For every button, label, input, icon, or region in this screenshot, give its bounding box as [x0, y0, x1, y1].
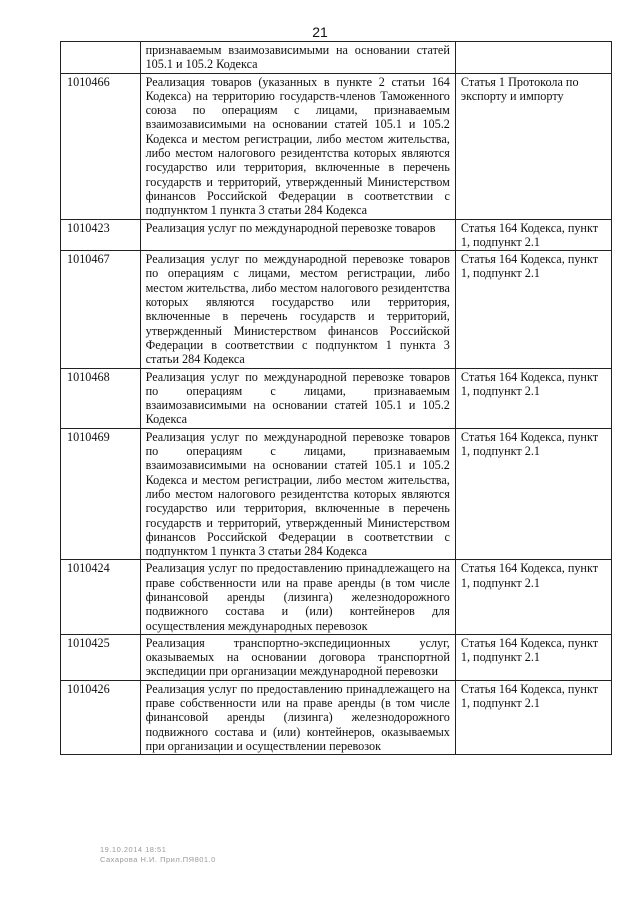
legal-basis: Статья 164 Кодекса, пункт 1, подпункт 2.1	[455, 680, 611, 754]
operation-description: Реализация товаров (указанных в пункте 2 статьи 164 Кодекса) на территорию государств-членов Таможенного союза по операциям с лицами, признаваемым взаимозависимыми на основании статей 105.1 и 105.2 Кодекса и местом регистрации, либо местом жительства, либо местом налогового резидентства которых являются государство или территория, включенные в перечень государств и территорий, утвержденный Министерством финансов Российской Федерации в соответствии с подпунктом 1 пункта 3 статьи 284 Кодекса	[140, 73, 455, 219]
legal-basis: Статья 164 Кодекса, пункт 1, подпункт 2.1	[455, 219, 611, 251]
operation-code: 1010424	[61, 560, 141, 634]
table-row	[61, 251, 612, 368]
legal-basis	[455, 42, 611, 74]
page-number: 21	[312, 24, 328, 40]
operation-description: Реализация услуг по международной перевозке товаров	[140, 219, 455, 251]
operation-code: 1010467	[61, 251, 141, 368]
operation-description: Реализация услуг по предоставлению принадлежащего на праве собственности или на праве аренды (в том числе финансовой аренды (лизинга) железнодорожного подвижного состава и (или) контейнеров, оказываемых при организации и осуществлении перевозок	[140, 680, 455, 754]
table-row	[61, 428, 612, 560]
operation-code: 1010469	[61, 428, 141, 560]
operation-description: Реализация услуг по предоставлению принадлежащего на праве собственности или на праве аренды (в том числе финансовой аренды (лизинга) железнодорожного подвижного состава и (или) контейнеров для осуществления международных перевозок	[140, 560, 455, 634]
operation-description: Реализация услуг по международной перевозке товаров по операциям с лицами, местом регистрации, либо местом жительства, либо местом налогового резидентства которых являются государство или территория, включенные в перечень государств и территорий, утвержденный Министерством финансов Российской Федерации в соответствии с подпунктом 1 пункта 3 статьи 284 Кодекса	[140, 251, 455, 368]
operation-code	[61, 42, 141, 74]
operation-code: 1010466	[61, 73, 141, 219]
operation-description: Реализация услуг по международной перевозке товаров по операциям с лицами, признаваемым взаимозависимыми на основании статей 105.1 и 105.2 Кодекса	[140, 368, 455, 428]
legal-basis: Статья 164 Кодекса, пункт 1, подпункт 2.1	[455, 560, 611, 634]
table-row	[61, 560, 612, 634]
legal-basis: Статья 164 Кодекса, пункт 1, подпункт 2.1	[455, 368, 611, 428]
table-row	[61, 219, 612, 251]
print-footer-stamp	[100, 845, 216, 865]
operation-code: 1010468	[61, 368, 141, 428]
legal-basis: Статья 164 Кодекса, пункт 1, подпункт 2.1	[455, 251, 611, 368]
table-row	[61, 680, 612, 754]
legal-basis: Статья 1 Протокола по экспорту и импорту	[455, 73, 611, 219]
legal-basis: Статья 164 Кодекса, пункт 1, подпункт 2.1	[455, 634, 611, 680]
operation-code: 1010426	[61, 680, 141, 754]
operation-description: Реализация услуг по международной перевозке товаров по операциям с лицами, признаваемым взаимозависимыми на основании статей 105.1 и 105.2 Кодекса и местом регистрации, либо местом жительства, либо местом налогового резидентства которых являются государство или территория, включенные в перечень государств и территорий, утвержденный Министерством финансов Российской Федерации в соответствии с подпунктом 1 пункта 3 статьи 284 Кодекса	[140, 428, 455, 560]
operation-description: Реализация транспортно-экспедиционных услуг, оказываемых на основании договора транспортной экспедиции при организации международной перевозки	[140, 634, 455, 680]
print-author-file: Сахарова Н.И. Прил.ПЯ801.0	[100, 855, 216, 864]
print-timestamp: 19.10.2014 18:51	[100, 845, 167, 854]
table-row	[61, 368, 612, 428]
operation-code: 1010423	[61, 219, 141, 251]
codes-table	[60, 41, 612, 755]
table-row	[61, 73, 612, 219]
legal-basis: Статья 164 Кодекса, пункт 1, подпункт 2.1	[455, 428, 611, 560]
operation-description: признаваемым взаимозависимыми на основании статей 105.1 и 105.2 Кодекса	[140, 42, 455, 74]
table-row	[61, 634, 612, 680]
table-row	[61, 42, 612, 74]
operation-code: 1010425	[61, 634, 141, 680]
